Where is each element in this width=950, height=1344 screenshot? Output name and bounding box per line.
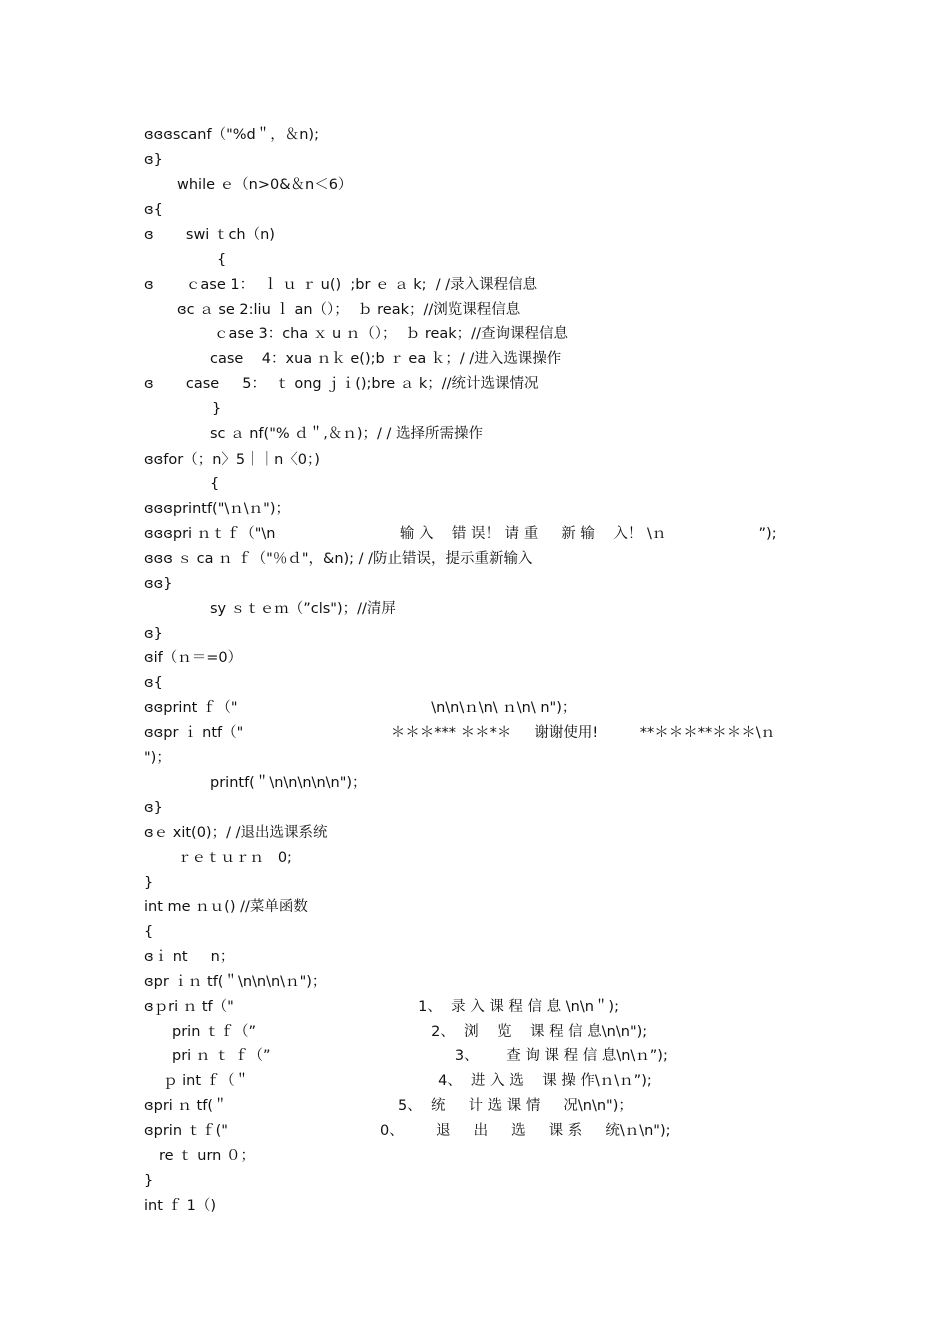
- code-line: pri ｎ ｔ ｆ（” 3、 查 询 课 程 信 息\n\ｎ”);: [172, 1048, 668, 1064]
- code-line: ɞprin ｔｆ(" 0、 退 出 选 课 系 统\ｎ\n");: [144, 1123, 671, 1139]
- code-line: ɞɞpr ｉ ntf（" ＊＊＊*** ＊＊*＊ 谢谢使用! **＊＊＊**＊＊＊\ｎ: [144, 725, 776, 741]
- code-line: ɞɞɞpri ｎｔｆ（"\n 输 入 错 误！ 请 重 新 输 入！ \ｎ ”);: [144, 526, 777, 542]
- code-line: ɞɞɞprintf("\ｎ\ｎ")；: [144, 501, 290, 517]
- code-line: ɞ{: [144, 675, 163, 691]
- code-line: ɞ{: [144, 202, 163, 218]
- code-line: ｃase 3：cha ｘ u ｎ（）； ｂ reak；//查询课程信息: [214, 326, 568, 342]
- code-line: ɞｅ xit(0)；/ /退出选课系统: [144, 825, 328, 841]
- code-line: ｐ int ｆ（＂ 4、 进 入 选 课 操 作\ｎ\ｎ”);: [163, 1073, 652, 1089]
- code-line: int me ｎｕ() //菜单函数: [144, 899, 308, 915]
- code-line: ɞ swi ｔch（n): [144, 227, 275, 243]
- code-line: while ｅ（n>0&＆n＜6）: [177, 177, 353, 193]
- code-line: {: [210, 476, 220, 492]
- code-line: ɞɞɞ ｓ ca ｎ ｆ（"％ｄ"，&n); / /防止错误，提示重新输入: [144, 551, 533, 567]
- code-line: sc ａ nf("% ｄ＂,＆ｎ)；/ / 选择所需操作: [210, 426, 484, 442]
- code-line: ɞɞɞscanf（"%d＂，＆n);: [144, 127, 319, 143]
- code-line: ɞ case 5： ｔ ong ｊｉ();bre ａ k；//统计选课情况: [144, 376, 539, 392]
- code-line: }: [212, 401, 222, 417]
- code-line: re ｔ urn ０；: [159, 1148, 255, 1164]
- code-line: {: [144, 924, 154, 940]
- code-line: ɞif（ｎ＝=0）: [144, 650, 243, 666]
- code-line: ɞɞfor（；n〉5｜｜n〈0；): [144, 452, 320, 468]
- code-line: ")；: [144, 750, 171, 766]
- code-line: printf(＂\n\n\n\n\n")；: [210, 775, 367, 791]
- code-line: ɞɞprint ｆ（" \n\n\ｎ\n\ ｎ\n\ n")；: [144, 700, 577, 716]
- code-line: ɞ}: [144, 800, 163, 816]
- code-line: ɞｐri ｎ tf（" 1、 录 入 课 程 信 息 \n\n＂);: [144, 999, 619, 1015]
- code-line: ɞ}: [144, 626, 163, 642]
- code-line: ɞpri ｎ tf(＂ 5、 统 计 选 课 情 况\n\n")；: [144, 1098, 633, 1114]
- code-line: ɞ ｃase 1： ｌ ｕ ｒ u() ;br ｅ ａ k; / /录入课程信息: [144, 277, 538, 293]
- code-line: ɞc ａ se 2:liu ｌ an（）； ｂ reak；//浏览课程信息: [177, 302, 521, 318]
- code-line: ｒｅｔｕｒｎ 0;: [177, 850, 292, 866]
- code-line: ɞpr ｉｎ tf(＂\n\n\n\ｎ")；: [144, 974, 327, 990]
- code-line: int ｆ 1（): [144, 1198, 217, 1214]
- code-line: case 4：xua ｎｋ e();b ｒ ea ｋ；/ /进入选课操作: [210, 351, 562, 367]
- code-line: ɞｉ nt n；: [144, 949, 235, 965]
- code-line: sy ｓｔｅｍ（”cls")；//清屏: [210, 601, 396, 617]
- code-line: }: [144, 875, 154, 891]
- code-line: prin ｔｆ（” 2、 浏 览 课 程 信 息\n\n");: [172, 1024, 648, 1040]
- code-line: ɞ}: [144, 152, 163, 168]
- code-line: ɞɞ}: [144, 576, 173, 592]
- code-line: {: [217, 252, 227, 268]
- code-line: }: [144, 1173, 154, 1189]
